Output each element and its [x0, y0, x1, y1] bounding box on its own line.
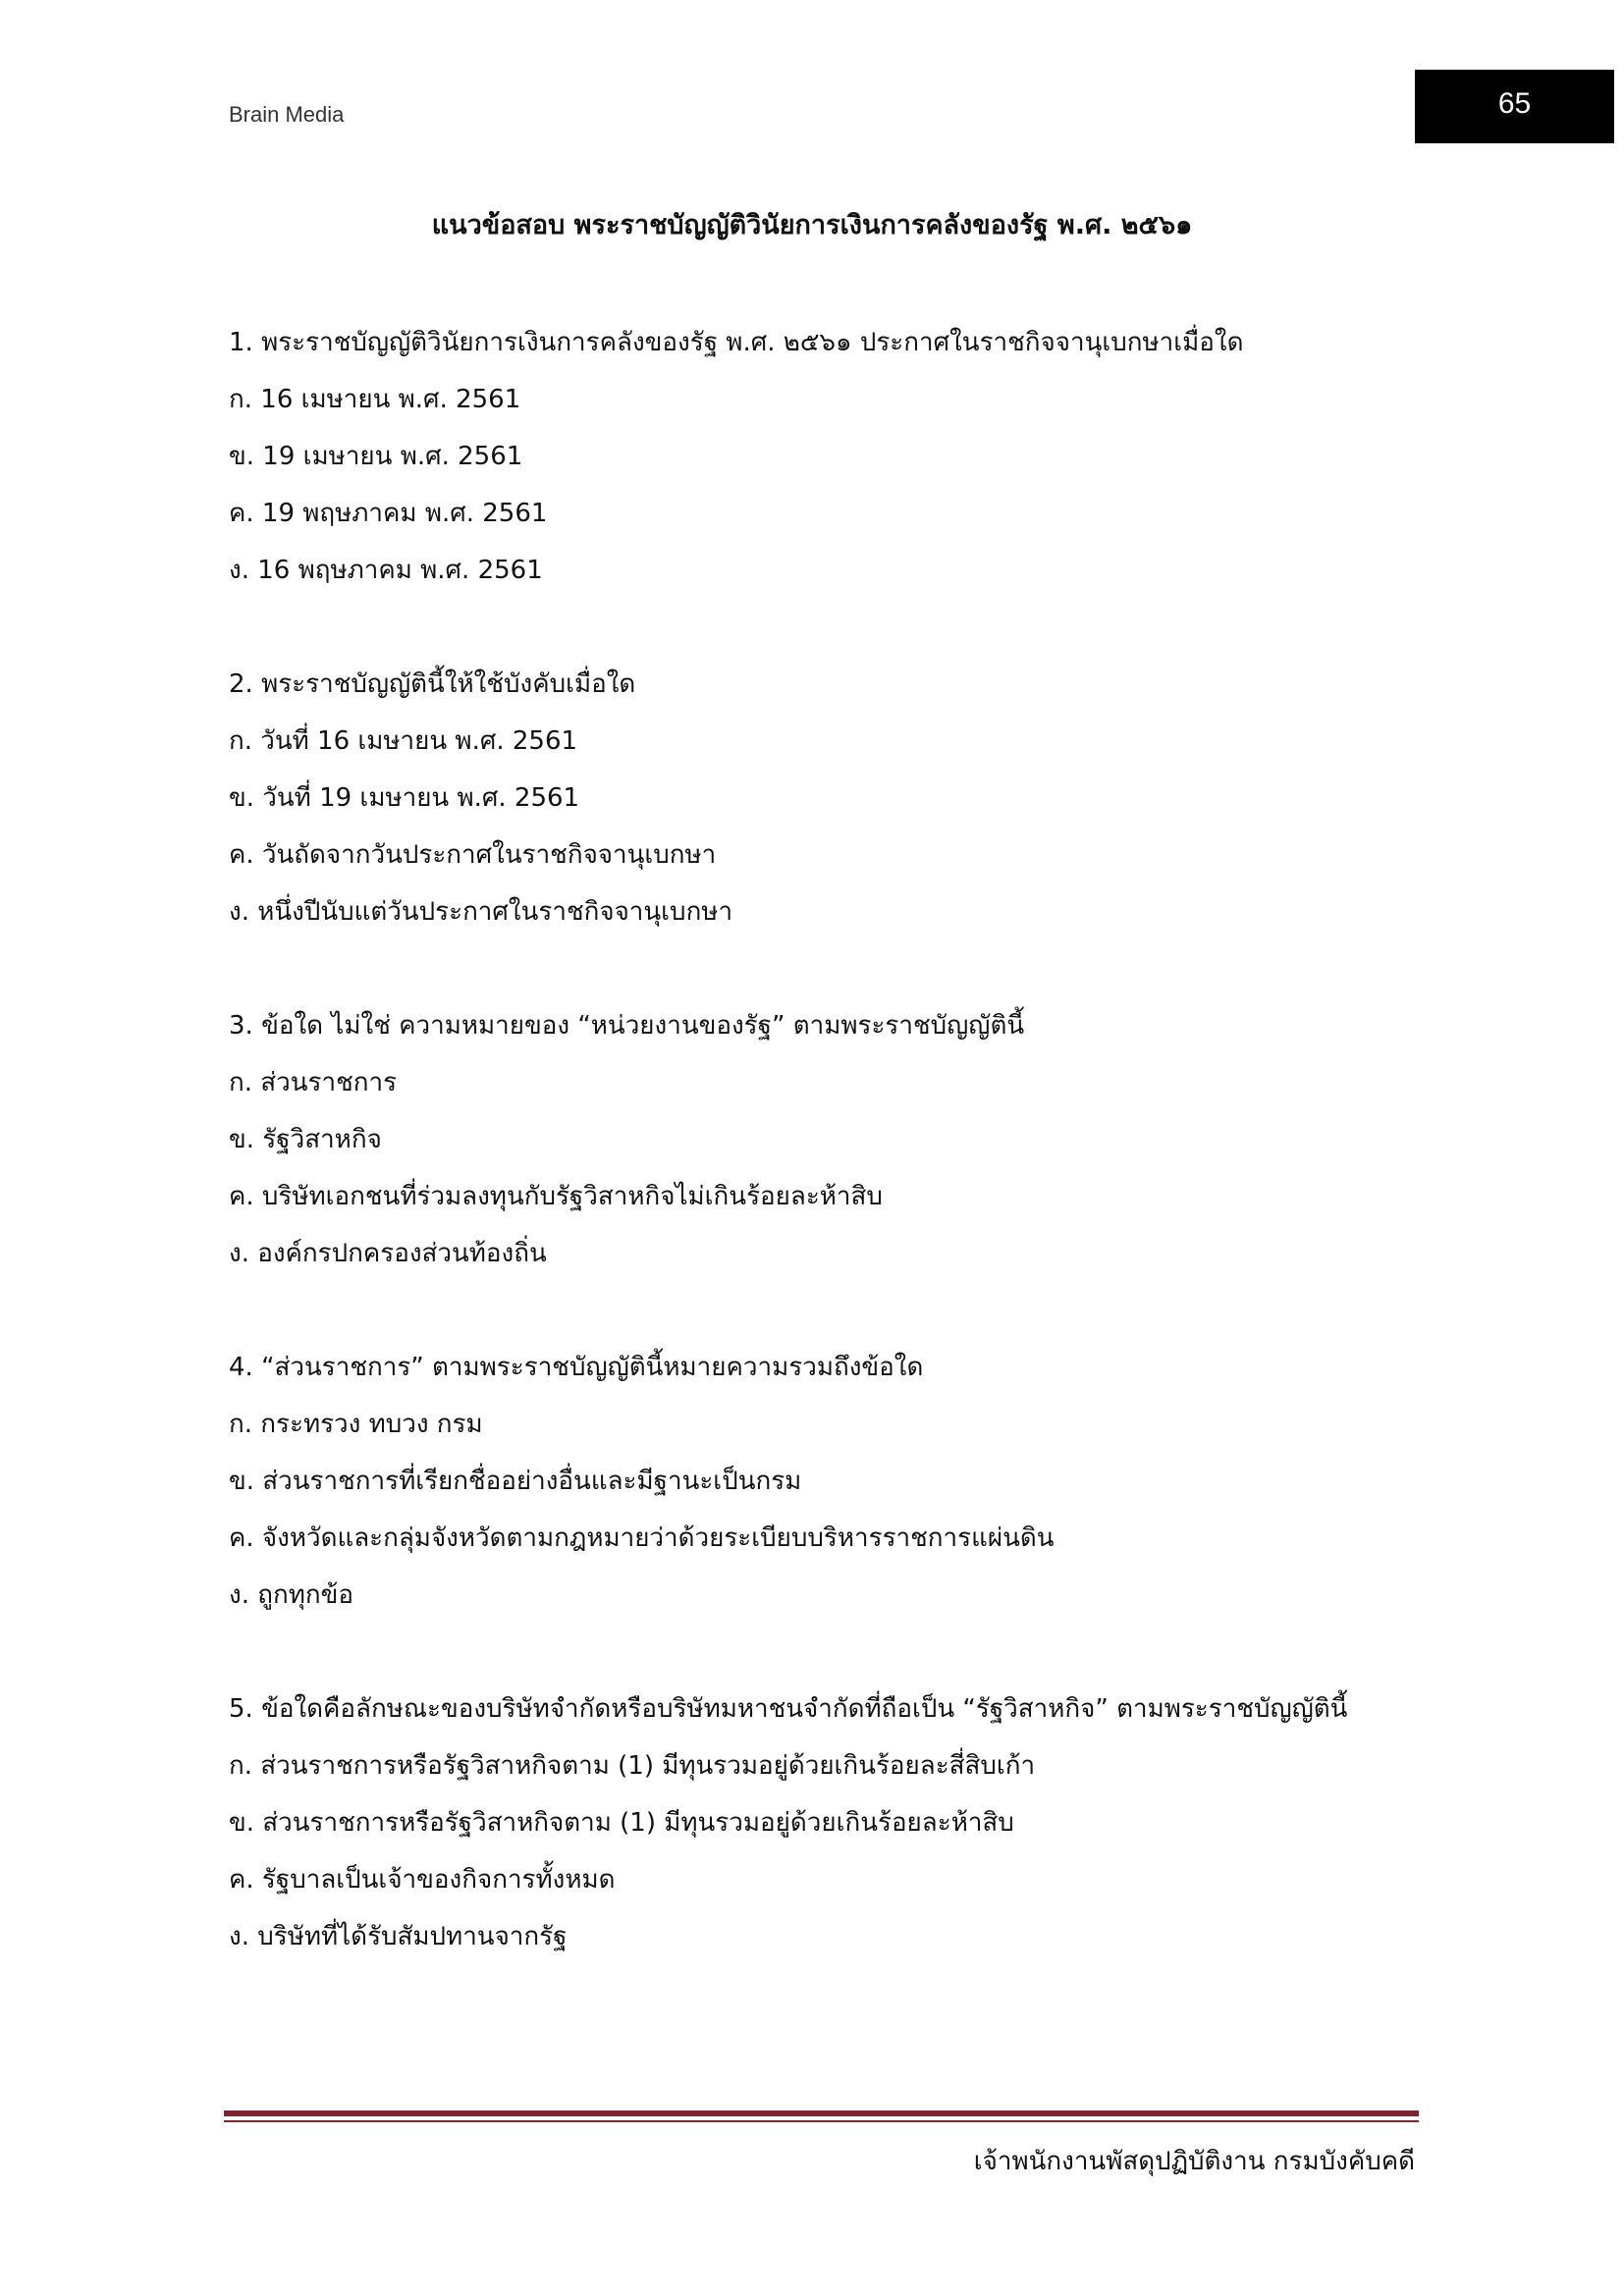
- question-1: [229, 314, 1446, 599]
- choice: ก. ส่วนราชการ: [229, 1068, 398, 1097]
- choice: ข. ส่วนราชการที่เรียกชื่ออย่างอื่นและมีฐานะเป็นกรม: [229, 1467, 802, 1496]
- question-text: 2. พระราชบัญญัตินี้ให้ใช้บังคับเมื่อใด: [229, 669, 636, 699]
- document-title: แนวข้อสอบ พระราชบัญญัติวินัยการเงินการคลังของรัฐ พ.ศ. ๒๕๖๑: [431, 210, 1193, 240]
- page-number: 65: [1497, 87, 1532, 120]
- choice: ก. วันที่ 16 เมษายน พ.ศ. 2561: [229, 726, 578, 756]
- header-brand: Brain Media: [229, 102, 345, 127]
- choice: ก. 16 เมษายน พ.ศ. 2561: [229, 385, 521, 414]
- choice: ง. ถูกทุกข้อ: [229, 1580, 353, 1610]
- choice: ค. จังหวัดและกลุ่มจังหวัดตามกฎหมายว่าด้วยระเบียบบริหารราชการแผ่นดิน: [229, 1523, 1055, 1553]
- choice: ค. 19 พฤษภาคม พ.ศ. 2561: [229, 499, 548, 528]
- choice: ค. วันถัดจากวันประกาศในราชกิจจานุเบกษา: [229, 840, 717, 870]
- question-5: [229, 1681, 1446, 1965]
- choice: ง. หนึ่งปีนับแต่วันประกาศในราชกิจจานุเบกษา: [229, 897, 733, 927]
- choice: ข. วันที่ 19 เมษายน พ.ศ. 2561: [229, 783, 580, 813]
- page-number-box: [1415, 70, 1614, 143]
- choice: ข. ส่วนราชการหรือรัฐวิสาหกิจตาม (1) มีทุนรวมอยู่ด้วยเกินร้อยละห้าสิบ: [229, 1808, 1014, 1838]
- question-4: [229, 1339, 1446, 1624]
- footer-divider-thin: [224, 2120, 1419, 2122]
- choice: ง. 16 พฤษภาคม พ.ศ. 2561: [229, 556, 543, 585]
- footer-text: เจ้าพนักงานพัสดุปฏิบัติงาน กรมบังคับคดี: [973, 2147, 1415, 2176]
- choice: ก. ส่วนราชการหรือรัฐวิสาหกิจตาม (1) มีทุนรวมอยู่ด้วยเกินร้อยละสี่สิบเก้า: [229, 1751, 1036, 1781]
- question-text: 4. “ส่วนราชการ” ตามพระราชบัญญัตินี้หมายความรวมถึงข้อใด: [229, 1353, 924, 1382]
- choice: ข. รัฐวิสาหกิจ: [229, 1125, 382, 1154]
- choice: ข. 19 เมษายน พ.ศ. 2561: [229, 442, 523, 471]
- question-text: 1. พระราชบัญญัติวินัยการเงินการคลังของรัฐ พ.ศ. ๒๕๖๑ ประกาศในราชกิจจานุเบกษาเมื่อใด: [229, 328, 1244, 357]
- choice: ก. กระทรวง ทบวง กรม: [229, 1410, 483, 1439]
- choice: ง. องค์กรปกครองส่วนท้องถิ่น: [229, 1239, 547, 1268]
- footer-divider: [224, 2110, 1419, 2116]
- question-text: 5. ข้อใดคือลักษณะของบริษัทจำกัดหรือบริษัทมหาชนจำกัดที่ถือเป็น “รัฐวิสาหกิจ” ตามพระราชบัญญัตินี้: [229, 1694, 1348, 1724]
- choice: ค. รัฐบาลเป็นเจ้าของกิจการทั้งหมด: [229, 1865, 616, 1895]
- question-list: [229, 314, 1446, 2022]
- question-text: 3. ข้อใด ไม่ใช่ ความหมายของ “หน่วยงานของรัฐ” ตามพระราชบัญญัตินี้: [229, 1011, 1025, 1041]
- choice: ง. บริษัทที่ได้รับสัมปทานจากรัฐ: [229, 1922, 568, 1951]
- question-3: [229, 997, 1446, 1282]
- question-2: [229, 656, 1446, 940]
- choice: ค. บริษัทเอกชนที่ร่วมลงทุนกับรัฐวิสาหกิจไม่เกินร้อยละห้าสิบ: [229, 1182, 883, 1211]
